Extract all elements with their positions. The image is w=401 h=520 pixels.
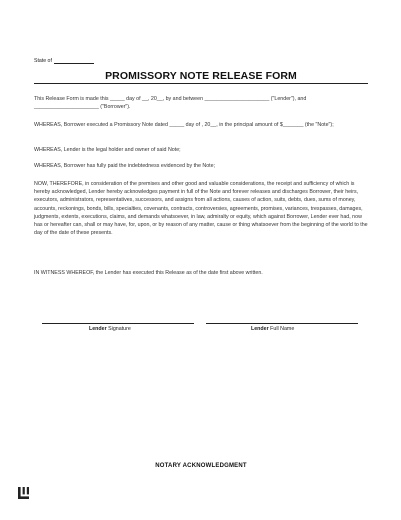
release-clause-paragraph: NOW, THEREFORE, in consideration of the premises and other good and valuable considerations, the receipt and sufficiency of which is hereby acknowledged, Lender hereby acknowledges payment in full of the Note and forever releases and discharges Borrower, their heirs, executors, administrators, representatives, successors, and assigns from all actions, causes of action, suits, debts, dues, sums of money, accounts, reckonings, bonds, bills, specialties, covenants, contracts, controversies, agreements, promises, variances, trespasses, damages, judgments, extents, executions, claims, and demands whatsoever, in law, admiralty or equity, which against Borrower, Lender ever had, now has or hereafter can, shall or may have, for, upon, or by reason of any matter, cause or thing whatsoever from the beginning of the world to the day of the date of these presents. [34, 181, 368, 237]
lender-signature-label [89, 326, 131, 332]
lender-signature-line[interactable] [42, 323, 194, 324]
whereas-note-paragraph: WHEREAS, Borrower executed a Promissory Note dated _____ day of , 20__, in the principal amount of $_______ (the "Note"); [34, 122, 334, 128]
state-label: State of [34, 58, 52, 64]
lender-full-name-label [251, 326, 294, 332]
state-blank[interactable] [54, 58, 94, 64]
state-of-line [34, 58, 94, 64]
witness-paragraph: IN WITNESS WHEREOF, the Lender has executed this Release as of the date first above written. [34, 270, 263, 276]
document-title: PROMISSORY NOTE RELEASE FORM [105, 70, 297, 82]
document-logo-icon [18, 487, 29, 499]
lender-full-name-line[interactable] [206, 323, 358, 324]
lender-full-name-label-bold: Lender [251, 326, 269, 332]
whereas-holder-paragraph: WHEREAS, Lender is the legal holder and owner of said Note; [34, 147, 181, 153]
intro-paragraph: This Release Form is made this _____ day of __, 20__, by and between ______________________ ("Lender"), and ______________________ ("Borrower"). [34, 96, 307, 111]
lender-full-name-label-rest: Full Name [268, 326, 295, 332]
notary-heading: NOTARY ACKNOWLEDGMENT [155, 463, 247, 469]
title-divider [34, 83, 368, 84]
whereas-paid-paragraph: WHEREAS, Borrower has fully paid the indebtedness evidenced by the Note; [34, 163, 216, 169]
lender-signature-label-bold: Lender [89, 326, 107, 332]
lender-signature-label-rest: Signature [106, 326, 131, 332]
